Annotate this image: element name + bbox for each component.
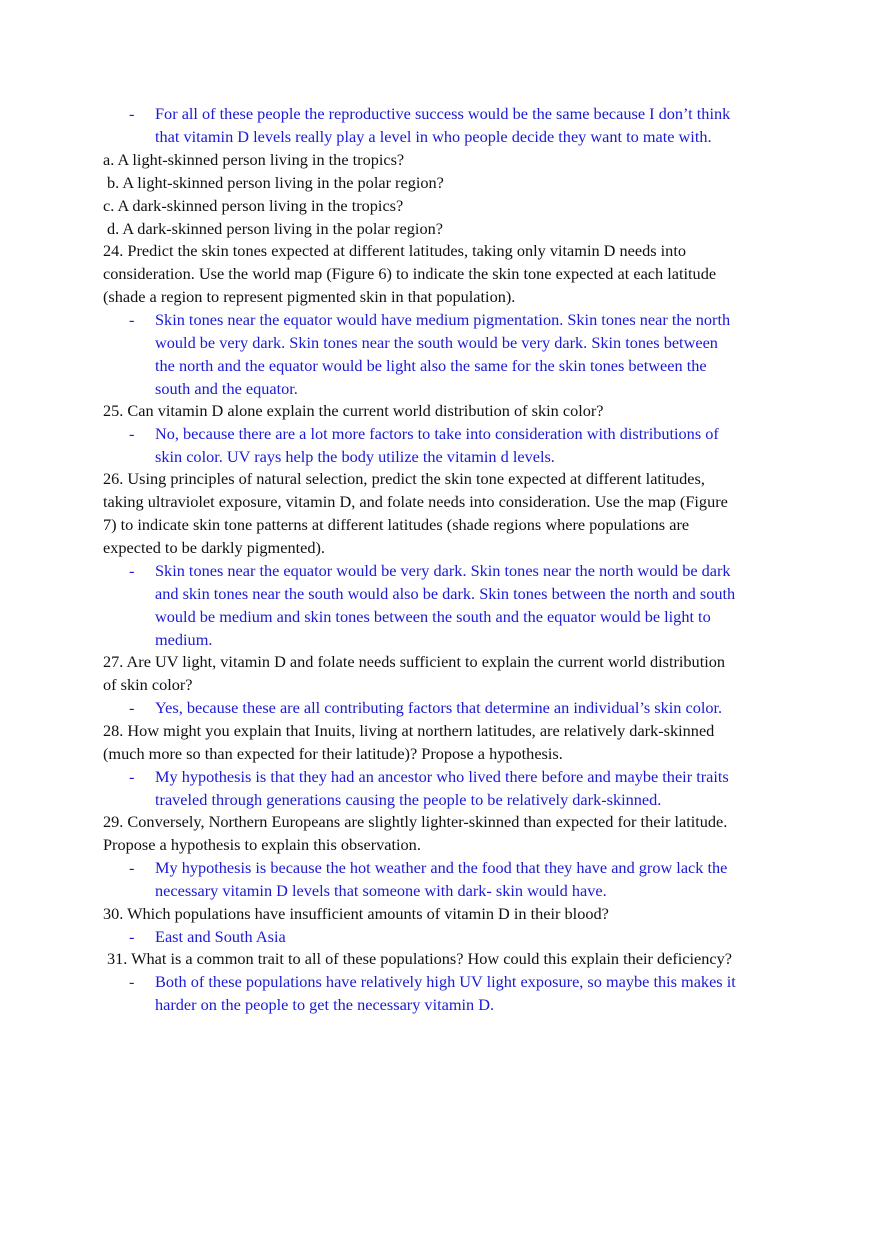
question-text: b. A light-skinned person living in the polar region? — [107, 173, 444, 192]
answer-text: Yes, because these are all contributing factors that determine an individual’s skin color. — [155, 698, 723, 717]
answer-text: harder on the people to get the necessary vitamin D. — [155, 995, 495, 1014]
answer-text: East and South Asia — [155, 927, 286, 946]
question-text: of skin color? — [103, 675, 193, 694]
answer-text: and skin tones near the south would also be dark. Skin tones between the north and south — [155, 584, 736, 603]
question-text: 7) to indicate skin tone patterns at different latitudes (shade regions where populations are — [103, 515, 690, 534]
question-text: expected to be darkly pigmented). — [103, 538, 325, 557]
question-text: Propose a hypothesis to explain this observation. — [103, 835, 421, 854]
answer-text: Skin tones near the equator would have medium pigmentation. Skin tones near the north — [155, 310, 731, 329]
answer-text: traveled through generations causing the people to be relatively dark-skinned. — [155, 790, 662, 809]
question-text: c. A dark-skinned person living in the tropics? — [103, 196, 404, 215]
question-text: 31. What is a common trait to all of these populations? How could this explain their deficiency? — [107, 949, 733, 968]
question-text: (much more so than expected for their latitude)? Propose a hypothesis. — [103, 744, 563, 763]
answer-bullet: - — [129, 698, 135, 717]
question-text: 24. Predict the skin tones expected at different latitudes, taking only vitamin D needs into — [103, 241, 686, 260]
question-text: 29. Conversely, Northern Europeans are slightly lighter-skinned than expected for their latitude. — [103, 812, 728, 831]
answer-text: that vitamin D levels really play a level in who people decide they want to mate with. — [155, 127, 712, 146]
question-text: (shade a region to represent pigmented skin in that population). — [103, 287, 516, 306]
answer-bullet: - — [129, 104, 135, 123]
question-text: 27. Are UV light, vitamin D and folate needs sufficient to explain the current world distribution — [103, 652, 726, 671]
answer-text: No, because there are a lot more factors to take into consideration with distributions of — [155, 424, 719, 443]
answer-text: would be very dark. Skin tones near the south would be very dark. Skin tones between — [155, 333, 718, 352]
answer-text: My hypothesis is that they had an ancestor who lived there before and maybe their traits — [155, 767, 729, 786]
answer-bullet: - — [129, 310, 135, 329]
answer-text: medium. — [155, 630, 213, 649]
question-text: consideration. Use the world map (Figure 6) to indicate the skin tone expected at each latitude — [103, 264, 717, 283]
answer-bullet: - — [129, 561, 135, 580]
answer-bullet: - — [129, 424, 135, 443]
answer-bullet: - — [129, 767, 135, 786]
answer-bullet: - — [129, 927, 135, 946]
question-text: a. A light-skinned person living in the tropics? — [103, 150, 405, 169]
question-text: taking ultraviolet exposure, vitamin D, and folate needs into consideration. Use the map (Figure — [103, 492, 728, 511]
answer-text: Both of these populations have relatively high UV light exposure, so maybe this makes it — [155, 972, 736, 991]
answer-text: south and the equator. — [155, 379, 298, 398]
question-text: d. A dark-skinned person living in the polar region? — [107, 219, 443, 238]
question-text: 28. How might you explain that Inuits, living at northern latitudes, are relatively dark-skinned — [103, 721, 715, 740]
answer-text: My hypothesis is because the hot weather and the food that they have and grow lack the — [155, 858, 728, 877]
question-text: 30. Which populations have insufficient amounts of vitamin D in their blood? — [103, 904, 609, 923]
answer-text: For all of these people the reproductive success would be the same because I don’t think — [155, 104, 731, 123]
question-text: 25. Can vitamin D alone explain the current world distribution of skin color? — [103, 401, 604, 420]
answer-text: necessary vitamin D levels that someone with dark- skin would have. — [155, 881, 607, 900]
answer-bullet: - — [129, 972, 135, 991]
answer-text: Skin tones near the equator would be very dark. Skin tones near the north would be dark — [155, 561, 731, 580]
answer-text: skin color. UV rays help the body utilize the vitamin d levels. — [155, 447, 555, 466]
question-text: 26. Using principles of natural selection, predict the skin tone expected at different latitudes, — [103, 469, 705, 488]
answer-text: the north and the equator would be light also the same for the skin tones between the — [155, 356, 707, 375]
answer-bullet: - — [129, 858, 135, 877]
answer-text: would be medium and skin tones between the south and the equator would be light to — [155, 607, 711, 626]
